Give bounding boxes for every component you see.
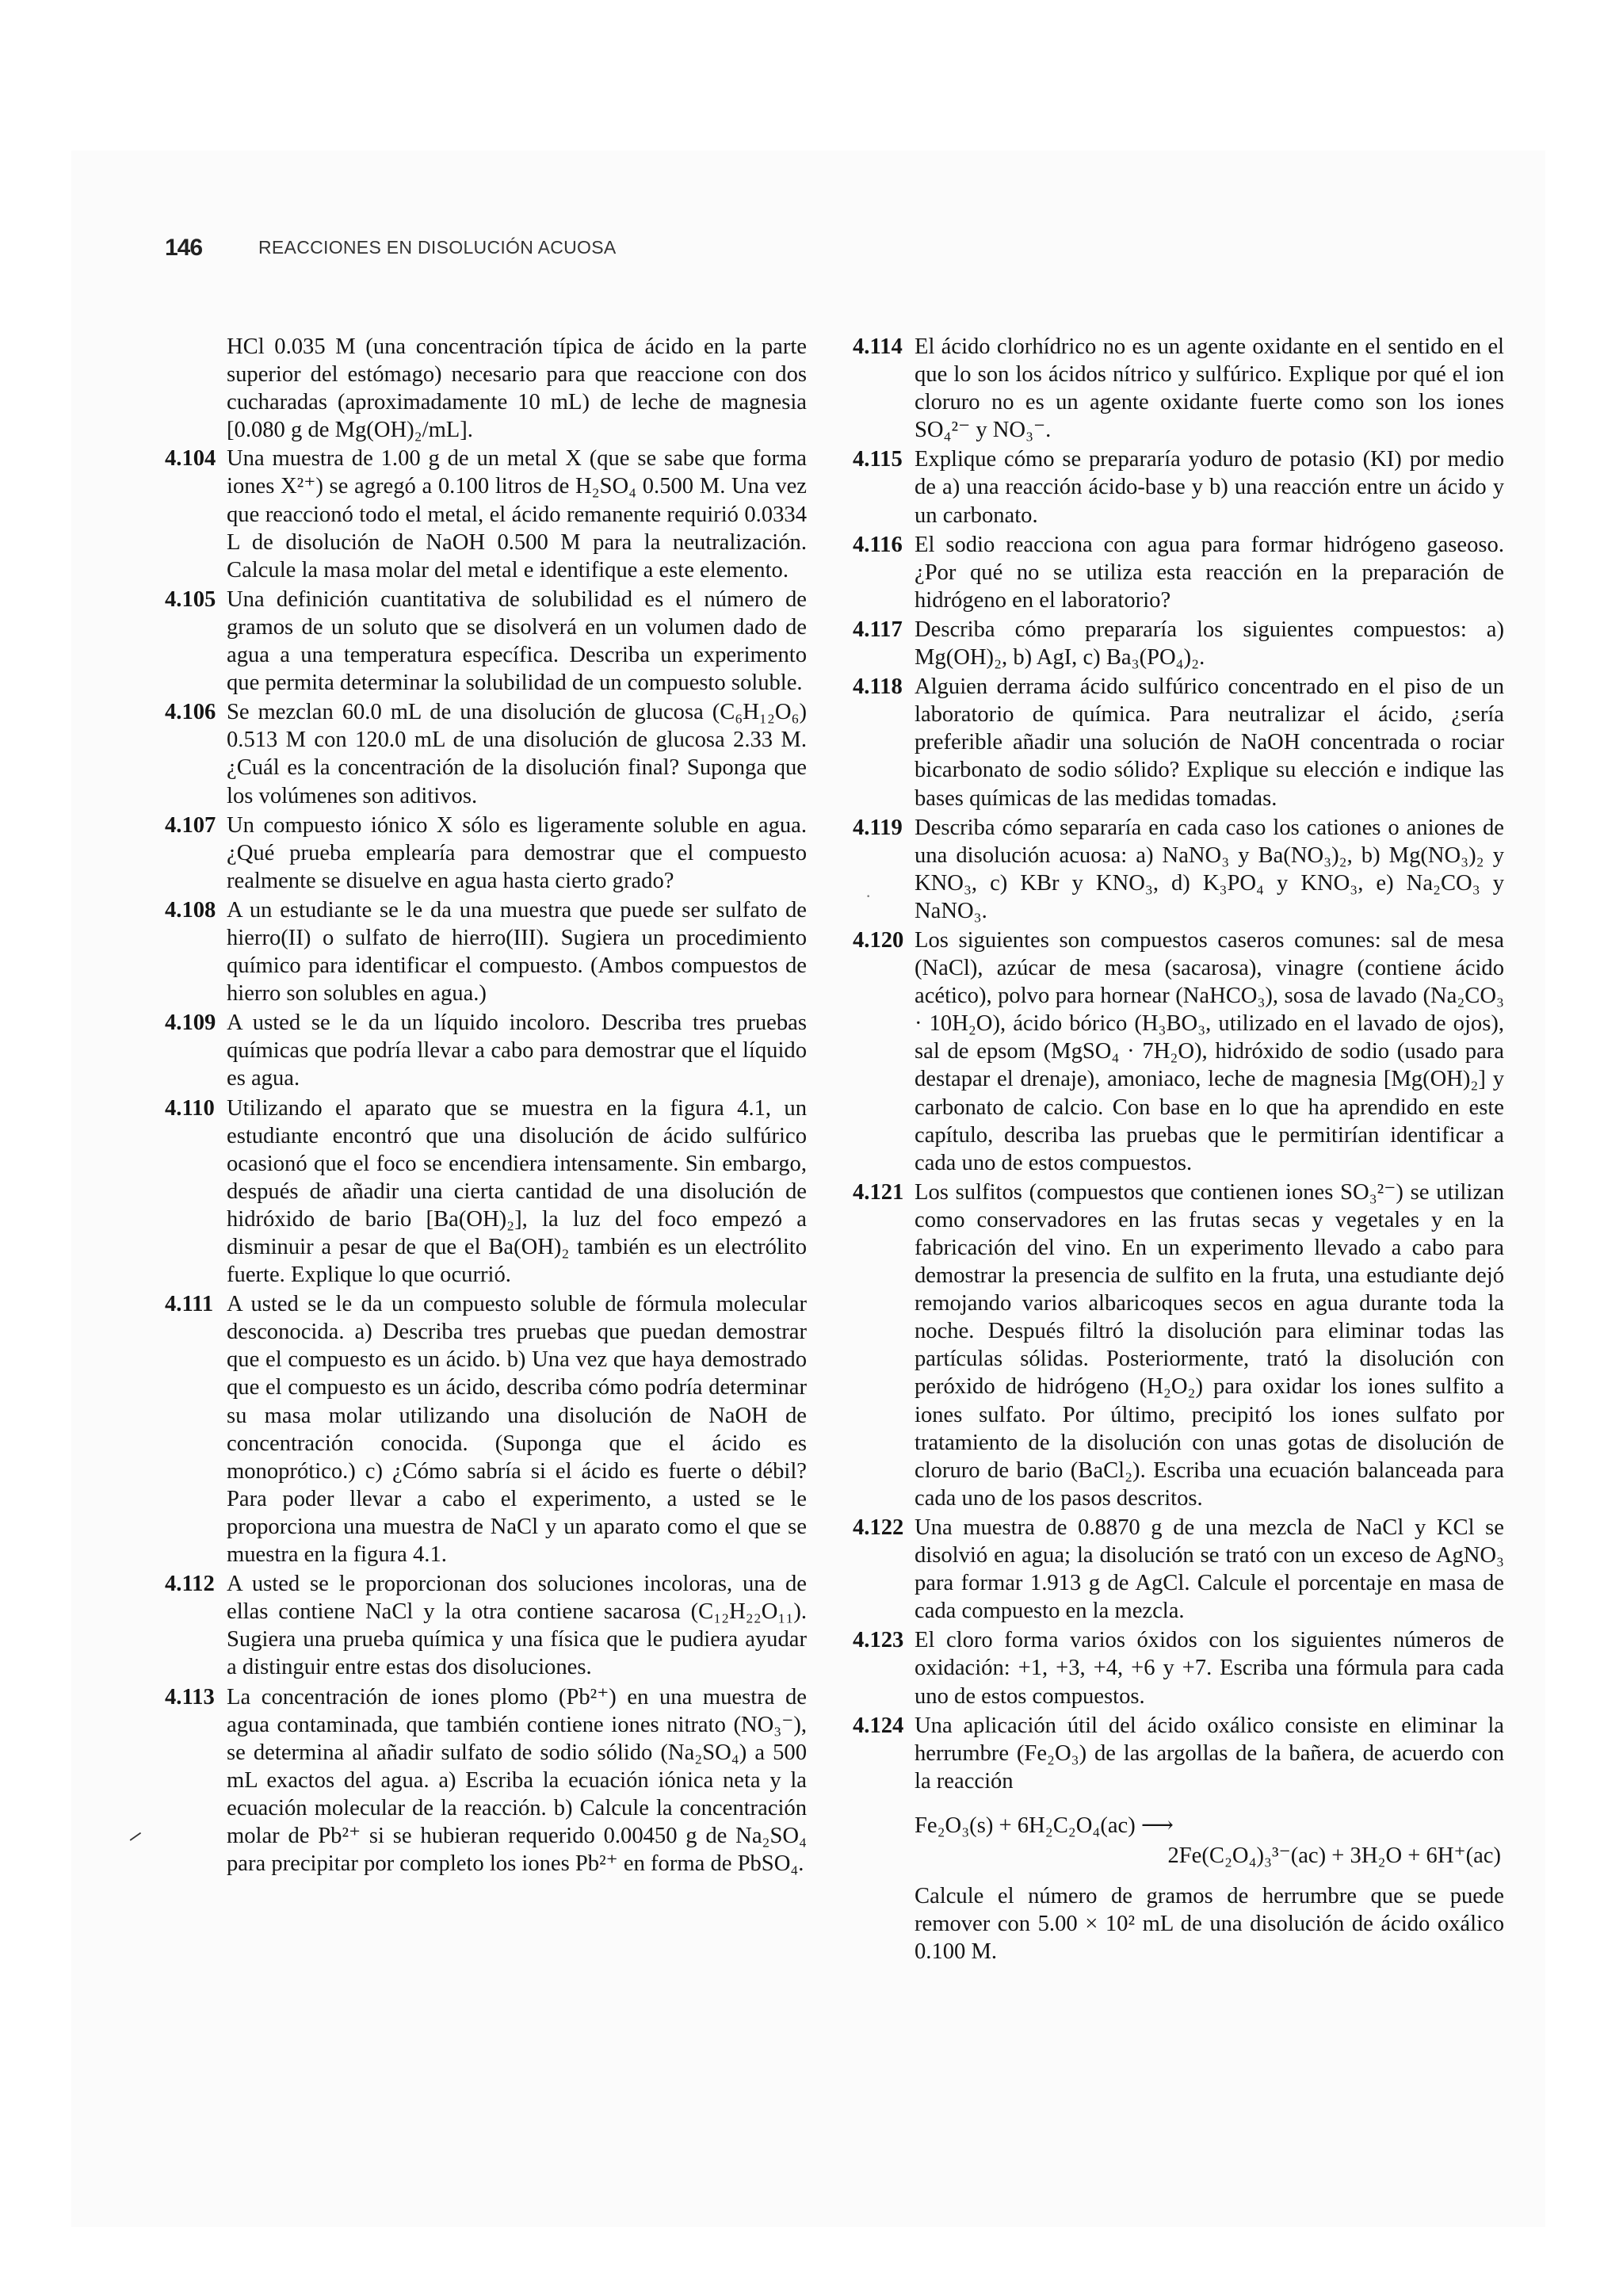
- problem-text: Una muestra de 1.00 g de un metal X (que se sabe que forma iones X²⁺) se agregó a 0.100 litros de H₂SO₄ 0.500 M. Una vez que reaccionó todo el metal, el ácido remanente requirió 0.0334 L de disolución de NaOH 0.500 M para la neutralización. Calcule la masa molar del metal e identifique a este elemento.: [227, 446, 807, 583]
- problem-number: 4.116: [853, 532, 903, 557]
- problem-text: Se mezclan 60.0 mL de una disolución de glucosa (C₆H₁₂O₆) 0.513 M con 120.0 mL de una disolución de glucosa 2.33 M. ¿Cuál es la concentración de la disolución final? Suponga que los volúmenes son aditivos.: [227, 700, 807, 808]
- problem-text: Un compuesto iónico X sólo es ligeramente soluble en agua. ¿Qué prueba emplearía para demostrar que el compuesto realmente se disuelve en agua hasta cierto grado?: [227, 812, 807, 893]
- problem-4-114: [853, 333, 1504, 444]
- problem-number: 4.115: [853, 447, 903, 472]
- problem-4-116: [853, 531, 1504, 614]
- problem-text: Una aplicación útil del ácido oxálico consiste en eliminar la herrumbre (Fe₂O₃) de las argollas de la bañera, de acuerdo con la reacción: [915, 1713, 1504, 1794]
- problem-number: 4.110: [165, 1095, 215, 1121]
- problem-number: 4.109: [165, 1010, 216, 1036]
- problem-number: 4.104: [165, 446, 216, 472]
- problem-number: 4.121: [853, 1179, 904, 1205]
- problem-4-117: [853, 616, 1504, 671]
- problem-4-122: [853, 1514, 1504, 1625]
- problem-number: 4.123: [853, 1628, 904, 1653]
- problem-text: Describa cómo prepararía los siguientes compuestos: a) Mg(OH)₂, b) AgI, c) Ba₃(PO₄)₂.: [915, 617, 1504, 670]
- page-header: [165, 235, 1512, 266]
- problem-4-118: [853, 673, 1504, 812]
- problem-text: La concentración de iones plomo (Pb²⁺) en una muestra de agua contaminada, que también contiene iones nitrato (NO₃⁻), se determina al añadir sulfato de sodio sólido (Na₂SO₄) a 500 mL exactos del agua. a) Escriba la ecuación iónica neta y la ecuación molecular de la reacción. b) Calcule la concentración molar de Pb²⁺ si se hubieran requerido 0.00450 g de Na₂SO₄ para precipitar por completo los iones Pb²⁺ en forma de PbSO₄.: [227, 1684, 807, 1877]
- problem-4-121: [853, 1179, 1504, 1512]
- problem-text: A usted se le da un compuesto soluble de fórmula molecular desconocida. a) Describa tres pruebas que puedan demostrar que el compuesto es un ácido. b) Una vez que haya demostrado que el compuesto es un ácido, describa cómo podría determinar su masa molar utilizando una disolución de NaOH de concentración conocida. (Suponga que el ácido es monoprótico.) c) ¿Cómo sabría si el ácido es fuerte o débil? Para poder llevar a cabo el experimento, a usted se le proporciona una muestra de NaCl y un aparato como el que se muestra en la figura 4.1.: [227, 1292, 807, 1568]
- problem-text: Una muestra de 0.8870 g de una mezcla de NaCl y KCl se disolvió en agua; la disolución se trató con un exceso de AgNO₃ para formar 1.913 g de AgCl. Calcule el porcentaje en masa de cada compuesto en la mezcla.: [915, 1515, 1504, 1624]
- left-column: [165, 333, 807, 1879]
- problem-4-107: [165, 812, 807, 895]
- equation-line-2: 2Fe(C₂O₄)₃³⁻(ac) + 3H₂O + 6H⁺(ac): [1167, 1843, 1501, 1868]
- problem-4-123: [853, 1626, 1504, 1710]
- problem-4-120: [853, 926, 1504, 1177]
- problem-continuation: [165, 333, 807, 444]
- problem-text: Una definición cuantitativa de solubilidad es el número de gramos de un soluto que se disolverá en un volumen dado de agua a una temperatura específica. Describa un experimento que permita determinar la solubilidad de un compuesto soluble.: [227, 586, 807, 696]
- problem-4-111: [165, 1290, 807, 1568]
- problem-number: 4.120: [853, 927, 904, 953]
- problem-4-115: [853, 445, 1504, 529]
- problem-text: A un estudiante se le da una muestra que puede ser sulfato de hierro(II) o sulfato de hierro(III). Sugiera un procedimiento químico para identificar el compuesto. (Ambos compuestos de hierro son solubles en agua.): [227, 897, 807, 1007]
- problem-4-106: [165, 698, 807, 809]
- problem-number: 4.124: [853, 1713, 904, 1738]
- page-number: 146: [165, 235, 203, 261]
- equation-line-1: Fe₂O₃(s) + 6H₂C₂O₄(ac) ⟶: [915, 1813, 1174, 1838]
- problem-number: 4.112: [165, 1572, 215, 1597]
- problem-number: 4.113: [165, 1684, 215, 1710]
- problem-number: 4.106: [165, 700, 216, 725]
- running-head: REACCIONES EN DISOLUCIÓN ACUOSA: [258, 237, 617, 258]
- problem-text: Utilizando el aparato que se muestra en la figura 4.1, un estudiante encontró que una disolución de ácido sulfúrico ocasionó que el foco se encendiera intensamente. Sin embargo, después de añadir una cierta cantidad de una disolución de hidróxido de bario [Ba(OH)₂], la luz del foco empezó a disminuir a pesar de que el Ba(OH)₂ también es un electrólito fuerte. Explique lo que ocurrió.: [227, 1095, 807, 1288]
- problem-number: 4.118: [853, 674, 903, 700]
- problem-text: El cloro forma varios óxidos con los siguientes números de oxidación: +1, +3, +4, +6 y +7. Escriba una fórmula para cada uno de estos compuestos.: [915, 1628, 1504, 1709]
- problem-text: Describa cómo separaría en cada caso los cationes o aniones de una disolución acuosa: a) NaNO₃ y Ba(NO₃)₂, b) Mg(NO₃)₂ y KNO₃, c) KBr y KNO₃, d) K₃PO₄ y KNO₃, e) Na₂CO₃ y NaNO₃.: [915, 815, 1504, 923]
- problem-number: 4.114: [853, 334, 903, 359]
- problem-text: El ácido clorhídrico no es un agente oxidante en el sentido en el que lo son los ácidos nítrico y sulfúrico. Explique por qué el ion cloruro no es un agente oxidante fuerte como son los iones SO₄²⁻ y NO₃⁻.: [915, 334, 1504, 443]
- problem-number: 4.107: [165, 812, 216, 838]
- problem-number: 4.122: [853, 1515, 904, 1540]
- problem-text: Alguien derrama ácido sulfúrico concentrado en el piso de un laboratorio de química. Para neutralizar el ácido, ¿sería preferible añadir una solución de NaOH concentrada o rociar bicarbonato de sodio sólido? Explique su elección e indique las bases químicas de las medidas tomadas.: [915, 674, 1504, 811]
- problem-text: Explique cómo se prepararía yoduro de potasio (KI) por medio de a) una reacción ácido-base y b) una reacción entre un ácido y un carbonato.: [915, 447, 1504, 528]
- problem-number: 4.119: [853, 815, 903, 840]
- margin-pencil-mark: ⸝: [127, 1815, 146, 1847]
- margin-dot-mark: ·: [865, 886, 872, 906]
- problem-text: Los siguientes son compuestos caseros comunes: sal de mesa (NaCl), azúcar de mesa (sacarosa), vinagre (contiene ácido acético), polvo para hornear (NaHCO₃), sosa de lavado (Na₂CO₃ · 10H₂O), ácido bórico (H₃BO₃, utilizado en el lavado de ojos), sal de epsom (MgSO₄ · 7H₂O), hidróxido de sodio (usado para destapar el drenaje), amoniaco, leche de magnesia [Mg(OH)₂] y carbonato de calcio. Con base en lo que ha aprendido en este capítulo, describa las pruebas que le permitirían identificar a cada uno de estos compuestos.: [915, 927, 1504, 1175]
- problem-number: 4.111: [165, 1292, 214, 1317]
- problem-4-119: [853, 814, 1504, 925]
- problem-text: HCl 0.035 M (una concentración típica de ácido en la parte superior del estómago) necesario para que reaccione con dos cucharadas (aproximadamente 10 mL) de leche de magnesia [0.080 g de Mg(OH)₂/mL].: [227, 334, 807, 443]
- problem-4-110: [165, 1095, 807, 1289]
- problem-4-109: [165, 1009, 807, 1092]
- problem-number: 4.105: [165, 586, 216, 612]
- problem-4-112: [165, 1570, 807, 1681]
- problem-4-124: [853, 1712, 1504, 1966]
- reaction-equation: [915, 1811, 1504, 1871]
- problem-number: 4.108: [165, 897, 216, 923]
- problem-4-113: [165, 1683, 807, 1878]
- right-column: [853, 333, 1504, 1967]
- problem-4-108: [165, 896, 807, 1007]
- problem-4-105: [165, 586, 807, 697]
- problem-text: A usted se le proporcionan dos soluciones incoloras, una de ellas contiene NaCl y la otra contiene sacarosa (C₁₂H₂₂O₁₁). Sugiera una prueba química y una física que le pudiera ayudar a distinguir entre estas dos disoluciones.: [227, 1572, 807, 1680]
- problem-number: 4.117: [853, 617, 903, 642]
- problem-text: El sodio reacciona con agua para formar hidrógeno gaseoso. ¿Por qué no se utiliza esta reacción en la preparación de hidrógeno en el laboratorio?: [915, 532, 1504, 613]
- problem-4-104: [165, 445, 807, 583]
- problem-text: Los sulfitos (compuestos que contienen iones SO₃²⁻) se utilizan como conservadores en las frutas secas y vegetales y en la fabricación del vino. En un experimento llevado a cabo para demostrar la presencia de sulfito en la fruta, una estudiante dejó remojando varios albaricoques secos en agua durante toda la noche. Después filtró la disolución para eliminar todas las partículas sólidas. Posteriormente, trató la disolución con peróxido de hidrógeno (H₂O₂) para oxidar los iones sulfito a iones sulfato. Por último, precipitó los iones sulfato por tratamiento de la disolución con unas gotas de disolución de cloruro de bario (BaCl₂). Escriba una ecuación balanceada para cada uno de los pasos descritos.: [915, 1179, 1504, 1511]
- problem-text-after-equation: Calcule el número de gramos de herrumbre que se puede remover con 5.00 × 10² mL de una disolución de ácido oxálico 0.100 M.: [915, 1883, 1504, 1965]
- problem-text: A usted se le da un líquido incoloro. Describa tres pruebas químicas que podría llevar a cabo para demostrar que el líquido es agua.: [227, 1010, 807, 1091]
